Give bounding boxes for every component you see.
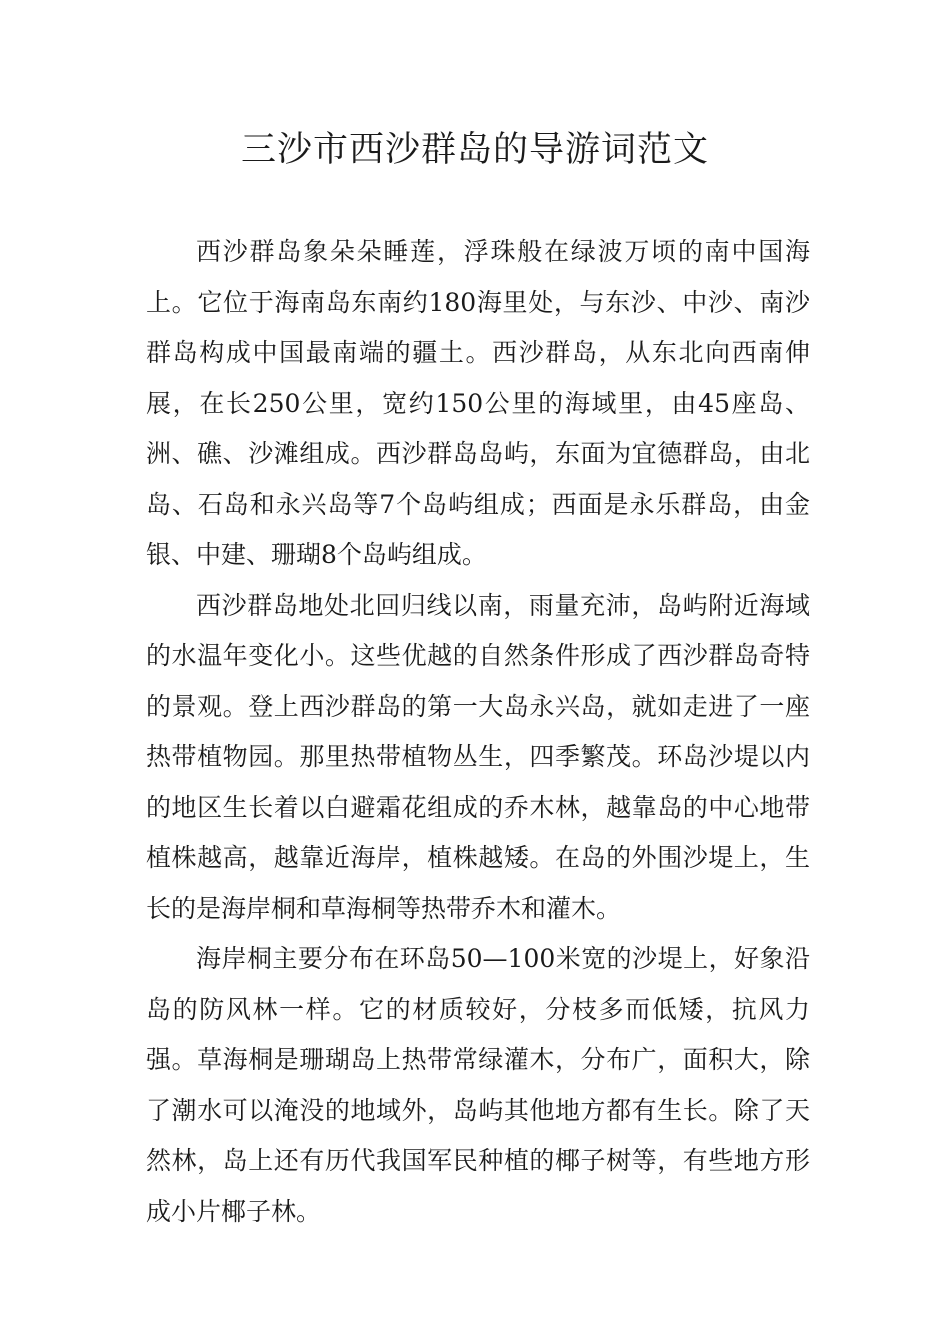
document-body (146, 227, 810, 1237)
paragraph-2: 西沙群岛地处北回归线以南，雨量充沛，岛屿附近海域的水温年变化小。这些优越的自然条件形成了西沙群岛奇特的景观。登上西沙群岛的第一大岛永兴岛，就如走进了一座热带植物园。那里热带植物丛生，四季繁茂。环岛沙堤以内的地区生长着以白避霜花组成的乔木林，越靠岛的中心地带植株越高，越靠近海岸，植株越矮。在岛的外围沙堤上，生长的是海岸桐和草海桐等热带乔木和灌木。 (146, 590, 810, 923)
paragraph-3: 海岸桐主要分布在环岛50—100米宽的沙堤上，好象沿岛的防风林一样。它的材质较好，分枝多而低矮，抗风力强。草海桐是珊瑚岛上热带常绿灌木，分布广，面积大，除了潮水可以淹没的地域外，岛屿其他地方都有生长。除了天然林，岛上还有历代我国军民种植的椰子树等，有些地方形成小片椰子林。 (146, 944, 810, 1226)
paragraph-1: 西沙群岛象朵朵睡莲，浮珠般在绿波万顷的南中国海上。它位于海南岛东南约180海里处，与东沙、中沙、南沙群岛构成中国最南端的疆土。西沙群岛，从东北向西南伸展，在长250公里，宽约150公里的海域里，由45座岛、洲、礁、沙滩组成。西沙群岛岛屿，东面为宜德群岛，由北岛、石岛和永兴岛等7个岛屿组成；西面是永乐群岛，由金银、中建、珊瑚8个岛屿组成。 (146, 237, 810, 569)
document-title: 三沙市西沙群岛的导游词范文 (240, 130, 709, 170)
